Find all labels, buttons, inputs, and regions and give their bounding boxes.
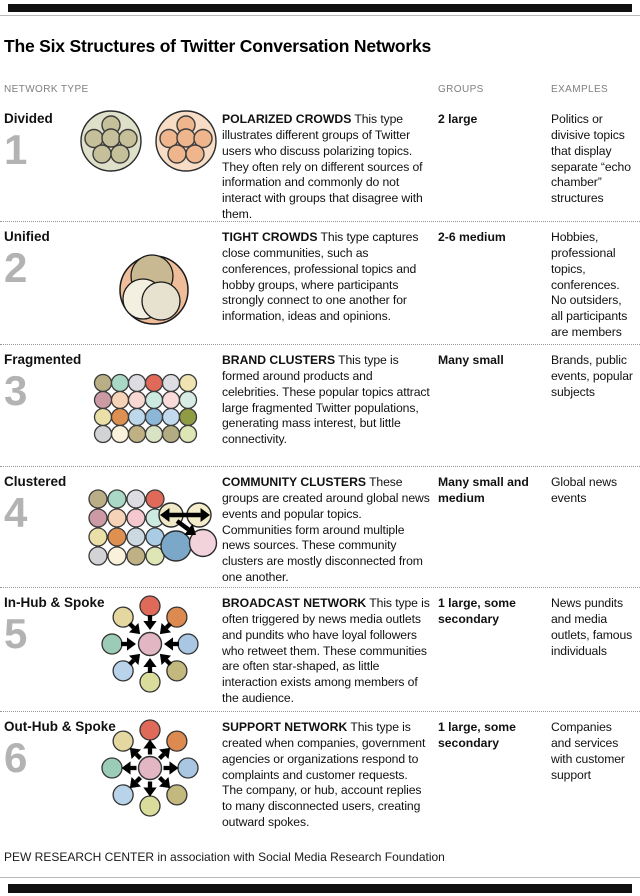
diagram-cell	[70, 347, 222, 466]
polarized-crowds-diagram	[70, 106, 222, 218]
examples-cell: Companies and services with customer support	[551, 720, 625, 782]
description-cell	[222, 720, 438, 831]
bottom-hairline	[0, 877, 640, 878]
description-cell	[222, 230, 438, 332]
network-term: BROADCAST NETWORK	[222, 596, 367, 610]
network-type-cell	[4, 590, 105, 719]
description-cell	[222, 112, 438, 223]
top-rule-bar	[8, 4, 632, 12]
table-row-in-hub-spoke	[0, 588, 640, 712]
groups-cell: Many small and medium	[438, 475, 529, 505]
description-text: This type is created when companies, government agencies or organizations respond to complaints and customer requests. The company, or hub, account replies to many disconnected users, creating outward spokes.	[222, 720, 426, 830]
tight-crowds-diagram	[70, 224, 222, 336]
description-cell	[222, 475, 438, 586]
examples-cell: News pundits and media outlets, famous individuals	[551, 596, 633, 658]
column-header-examples: EXAMPLES	[551, 84, 609, 95]
examples-cell: Global news events	[551, 475, 617, 505]
diagram-cell	[70, 714, 222, 843]
footer-credit: PEW RESEARCH CENTER in association with Social Media Research Foundation	[4, 850, 445, 864]
network-number: 4	[4, 488, 28, 536]
groups-cell: 1 large, some secondary	[438, 720, 516, 750]
description-text: This type is often triggered by news media outlets and pundits who have loyal followers who retweet them. These communities are often star-shaped, as little interaction exists among members of the audience.	[222, 596, 430, 706]
description-cell	[222, 596, 438, 707]
network-number: 2	[4, 243, 28, 291]
network-term: TIGHT CROWDS	[222, 230, 318, 244]
table-row-unified	[0, 222, 640, 345]
support-network-diagram	[70, 714, 222, 826]
network-number: 5	[4, 609, 28, 657]
network-type-label: Divided	[4, 111, 53, 126]
description-text: This type is formed around products and celebrities. These popular topics attract large fragmented Twitter populations, generating mass interest, but little connectivity.	[222, 353, 430, 447]
network-table	[0, 104, 640, 840]
diagram-cell	[70, 590, 222, 719]
table-row-divided	[0, 104, 640, 222]
network-number: 1	[4, 125, 28, 173]
column-header-groups: GROUPS	[438, 84, 484, 95]
broadcast-network-diagram	[70, 590, 222, 702]
table-row-clustered	[0, 467, 640, 588]
top-hairline	[0, 15, 640, 16]
network-term: SUPPORT NETWORK	[222, 720, 348, 734]
description-text: This type captures close communities, such as conferences, professional topics and hobby groups, where participants strongly connect to one another for information, ideas and opinions.	[222, 230, 419, 324]
diagram-cell	[70, 469, 222, 598]
network-term: BRAND CLUSTERS	[222, 353, 336, 367]
network-type-label: Unified	[4, 229, 50, 244]
network-type-cell	[4, 469, 70, 598]
description-text: This type illustrates different groups of Twitter users who discuss polarizing topics. They often rely on different sources of information and commonly do not interact with groups that disagree with them.	[222, 112, 423, 222]
network-number: 3	[4, 366, 28, 414]
description-cell	[222, 353, 438, 454]
brand-clusters-diagram	[70, 347, 222, 459]
examples-cell: Brands, public events, popular subjects	[551, 353, 633, 399]
network-type-cell	[4, 714, 116, 843]
diagram-cell	[70, 106, 222, 235]
groups-cell: Many small	[438, 353, 504, 367]
network-type-cell	[4, 347, 82, 466]
network-type-label: Clustered	[4, 474, 67, 489]
network-term: COMMUNITY CLUSTERS	[222, 475, 366, 489]
network-number: 6	[4, 733, 28, 781]
table-row-out-hub-spoke	[0, 712, 640, 840]
network-type-label: Out-Hub & Spoke	[4, 719, 116, 734]
network-term: POLARIZED CROWDS	[222, 112, 352, 126]
groups-cell: 1 large, some secondary	[438, 596, 516, 626]
examples-cell: Hobbies, professional topics, conferences. No outsiders, all participants are members	[551, 230, 628, 340]
table-row-fragmented	[0, 345, 640, 467]
bottom-rule-bar	[8, 884, 632, 893]
page-title: The Six Structures of Twitter Conversation Networks	[4, 35, 432, 56]
network-type-label: In-Hub & Spoke	[4, 595, 105, 610]
groups-cell: 2-6 medium	[438, 230, 506, 244]
groups-cell: 2 large	[438, 112, 478, 126]
network-type-label: Fragmented	[4, 352, 82, 367]
description-text: These groups are created around global news events and popular topics. Communities form around multiple news sources. These community clusters are mostly disconnected from one another.	[222, 475, 430, 585]
network-type-cell	[4, 224, 70, 344]
network-type-cell	[4, 106, 70, 235]
examples-cell: Politics or divisive topics that display separate “echo chamber” structures	[551, 112, 631, 206]
column-header-network-type: NETWORK TYPE	[4, 84, 89, 95]
diagram-cell	[70, 224, 222, 344]
community-clusters-diagram	[70, 469, 222, 581]
